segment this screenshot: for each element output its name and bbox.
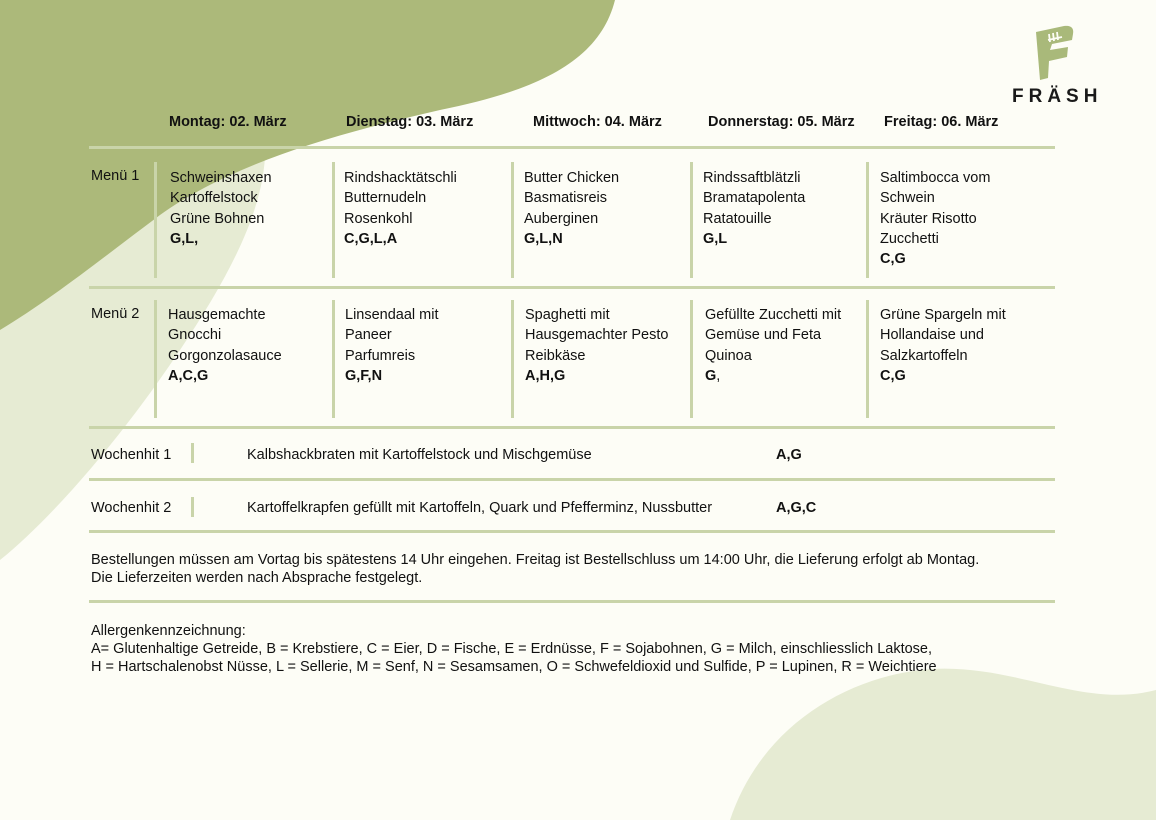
fork-f-logo-icon <box>1028 20 1084 84</box>
wochenhit1-label: Wochenhit 1 <box>91 447 172 463</box>
dish-line: Saltimbocca vom <box>880 170 991 186</box>
allergen-codes: A,H,G <box>525 367 566 384</box>
dish-line: Grüne Spargeln mit <box>880 307 1006 323</box>
light-blob-bottom-right <box>730 669 1156 820</box>
divider <box>89 478 1055 481</box>
day-header-monday: Montag: 02. März <box>169 114 287 130</box>
allergen-code-bold: G <box>705 367 717 384</box>
column-divider <box>154 300 157 418</box>
allergen-codes: C,G <box>880 251 906 268</box>
order-notice <box>91 551 979 587</box>
menu2-thursday <box>705 305 880 386</box>
dish-line: Paneer <box>345 327 392 344</box>
dish-line: Quinoa <box>705 347 752 364</box>
dish-line: Rosenkohl <box>344 210 413 227</box>
divider <box>89 426 1055 429</box>
dish-line: Rindssaftblätzli <box>703 170 801 186</box>
menu2-friday <box>880 305 1055 386</box>
dish-line: Schweinshaxen <box>170 170 272 186</box>
menu2-wednesday <box>525 305 700 386</box>
allergen-code-rest: , <box>716 367 721 384</box>
logo-wordmark: FRÄSH <box>1012 86 1103 107</box>
wochenhit2-allergens: A,G,C <box>776 500 817 516</box>
day-header-tuesday: Dienstag: 03. März <box>346 114 474 130</box>
dish-line: Parfumreis <box>345 347 416 364</box>
divider <box>89 530 1055 533</box>
dish-line: Gorgonzolasauce <box>168 347 282 364</box>
dish-line: Butter Chicken <box>524 170 620 186</box>
allergen-codes: G,L <box>703 230 728 247</box>
dish-line: Salzkartoffeln <box>880 347 968 364</box>
allergen-codes: C,G,L,A <box>344 230 398 247</box>
dish-line: Schwein <box>880 190 935 207</box>
day-header-wednesday: Mittwoch: 04. März <box>533 114 662 130</box>
menu1-tuesday <box>344 168 519 249</box>
wochenhit2-label: Wochenhit 2 <box>91 500 172 516</box>
menu1-label: Menü 1 <box>91 168 140 184</box>
dish-line: Hausgemachte <box>168 307 266 323</box>
dish-line: Auberginen <box>524 210 599 227</box>
dish-line: Spaghetti mit <box>525 307 610 323</box>
day-header-thursday: Donnerstag: 05. März <box>708 114 855 130</box>
wochenhit1-dish: Kalbshackbraten mit Kartoffelstock und Mischgemüse <box>247 447 592 463</box>
allergen-codes: G,L,N <box>524 230 563 247</box>
allergen-key <box>91 622 937 676</box>
dish-line: Butternudeln <box>344 190 427 207</box>
dish-line: Rindshacktätschli <box>344 170 457 186</box>
menu1-wednesday <box>524 168 699 249</box>
divider <box>89 600 1055 603</box>
menu1-monday <box>170 168 345 249</box>
dish-line: Kartoffelstock <box>170 190 258 207</box>
menu2-monday <box>168 305 343 386</box>
dish-line: Reibkäse <box>525 347 586 364</box>
menu1-thursday <box>703 168 878 249</box>
dish-line: Gnocchi <box>168 327 222 344</box>
allergen-codes: G,F,N <box>345 367 383 384</box>
dish-line: Hollandaise und <box>880 327 984 344</box>
day-header-friday: Freitag: 06. März <box>884 114 999 130</box>
divider <box>89 146 1055 149</box>
column-divider <box>154 162 157 278</box>
allergen-codes: A,C,G <box>168 367 209 384</box>
allergen-codes: C,G <box>880 367 906 384</box>
allergen-key-line1: A= Glutenhaltige Getreide, B = Krebstiere, C = Eier, D = Fische, E = Erdnüsse, F = Sojabohnen, G = Milch, einschliesslich Laktose, <box>91 641 933 657</box>
wochenhit1-allergens: A,G <box>776 447 802 463</box>
order-notice-line1: Bestellungen müssen am Vortag bis spätestens 14 Uhr eingehen. Freitag ist Bestellschluss um 14:00 Uhr, die Lieferung erfolgt ab Montag. <box>91 552 980 568</box>
menu2-label: Menü 2 <box>91 306 140 322</box>
menu2-tuesday <box>345 305 520 386</box>
dish-line: Gemüse und Feta <box>705 327 822 344</box>
allergen-key-title: Allergenkennzeichnung: <box>91 623 246 639</box>
dish-line: Gefüllte Zucchetti mit <box>705 307 842 323</box>
allergen-codes <box>705 366 880 386</box>
allergen-codes: G,L, <box>170 230 199 247</box>
dish-line: Basmatisreis <box>524 190 607 207</box>
wochenhit2-dish: Kartoffelkrapfen gefüllt mit Kartoffeln, Quark und Pfefferminz, Nussbutter <box>247 500 713 516</box>
column-divider <box>191 443 194 463</box>
dish-line: Grüne Bohnen <box>170 210 265 227</box>
column-divider <box>191 497 194 517</box>
dish-line: Zucchetti <box>880 230 939 247</box>
divider <box>89 286 1055 289</box>
menu1-friday <box>880 168 1055 269</box>
dish-line: Bramatapolenta <box>703 190 806 207</box>
dish-line: Kräuter Risotto <box>880 210 977 227</box>
dish-line: Hausgemachter Pesto <box>525 327 669 344</box>
allergen-key-line2: H = Hartschalenobst Nüsse, L = Sellerie, M = Senf, N = Sesamsamen, O = Schwefeldioxid und Sulfide, P = Lupinen, R = Weichtiere <box>91 659 937 675</box>
dish-line: Ratatouille <box>703 210 772 227</box>
order-notice-line2: Die Lieferzeiten werden nach Absprache festgelegt. <box>91 570 423 586</box>
dish-line: Linsendaal mit <box>345 307 439 323</box>
